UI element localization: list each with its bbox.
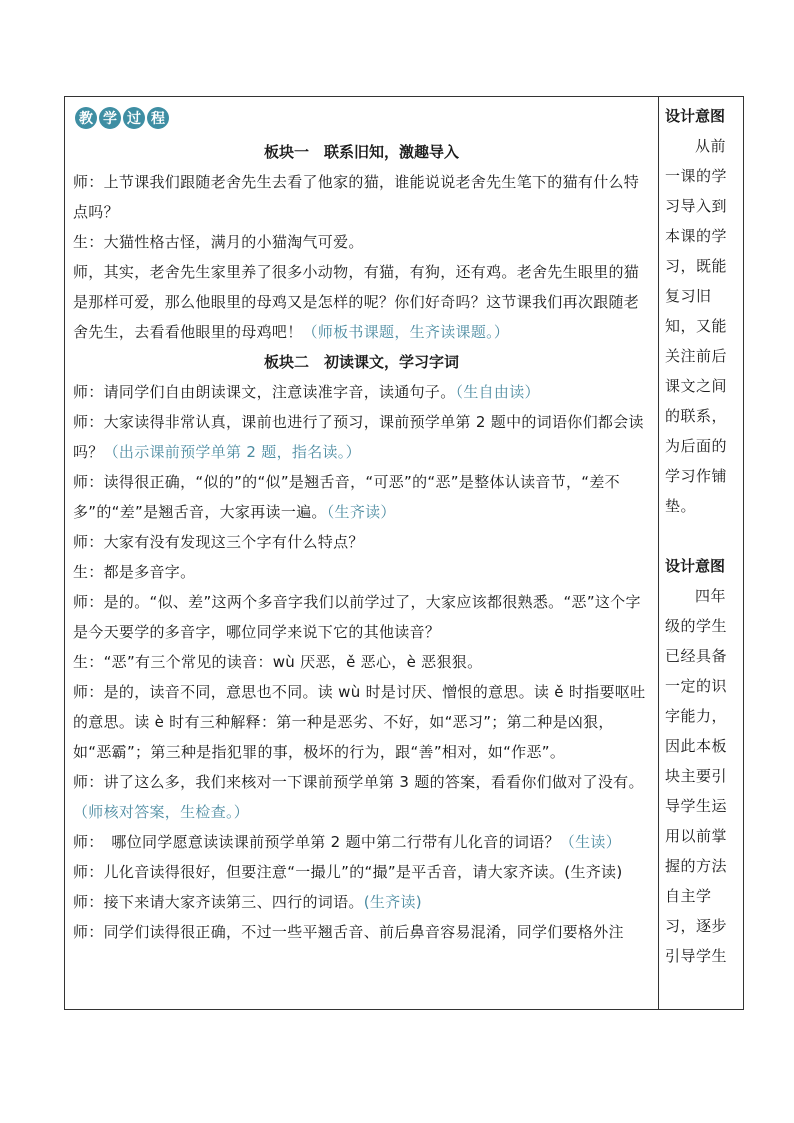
teacher-note: （师板书课题，生齐读课题。） xyxy=(302,323,510,341)
dialogue-line: 师：讲了这么多，我们来核对一下课前预学单第 3 题的答案，看看你们做对了没有。（师核对答案，生检查。） xyxy=(73,773,644,821)
dialogue-line: 师：请同学们自由朗读课文，注意读准字音，读通句子。（生自由读） xyxy=(73,383,540,401)
dialogue-line: 师，其实，老舍先生家里养了很多小动物，有猫，有狗，还有鸡。老舍先生眼里的猫是那样可爱，那么他眼里的母鸡又是怎样的呢？你们好奇吗？这节课我们再次跟随老舍先生，去看看他眼里的母鸡吧！（师板书课题，生齐读课题。） xyxy=(73,263,640,341)
teacher-note: （生读） xyxy=(559,833,621,851)
dialogue-line: 师：同学们读得很正确，不过一些平翘舌音、前后鼻音容易混淆，同学们要格外注 xyxy=(73,923,624,941)
teacher-note: （生齐读） xyxy=(326,503,396,521)
teacher-note: (生齐读) xyxy=(363,893,422,911)
lesson-table xyxy=(64,96,744,1010)
dialogue-line: 生：“恶”有三个常见的读音：wù 厌恶，ě 恶心，è 恶狠狠。 xyxy=(73,653,483,671)
block-one-heading: 板块一 联系旧知，激趣导入 xyxy=(263,143,459,161)
design-intent-column xyxy=(659,97,743,1009)
dialogue-line: 师：是的，读音不同，意思也不同。读 wù 时是讨厌、憎恨的意思。读 ě 时指要呕吐的意思。读 è 时有三种解释：第一种是恶劣、不好，如“恶习”；第二种是凶狠，如“恶霸”；第三种是指犯罪的事，极坏的行为，跟“善”相对，如“作恶”。 xyxy=(73,683,646,761)
teaching-process-column xyxy=(65,97,659,1009)
block-two-heading: 板块二 初读课文，学习字词 xyxy=(263,353,459,371)
teaching-process-badge xyxy=(75,107,650,137)
teacher-note: （师核对答案，生检查。） xyxy=(73,803,250,821)
badge-char: 教 xyxy=(75,107,97,129)
dialogue-line: 师： 哪位同学愿意读读课前预学单第 2 题中第二行带有儿化音的词语？（生读） xyxy=(73,833,621,851)
design-intent-text: 从前一课的学习导入到本课的学习，既能复习旧知，又能关注前后课文之间的联系，为后面的学习作铺垫。 xyxy=(665,137,728,515)
design-intent-title: 设计意图 xyxy=(665,107,726,125)
badge-char: 程 xyxy=(147,107,169,129)
teacher-note: （出示课前预学单第 2 题，指名读。） xyxy=(103,443,361,461)
teacher-note: （生自由读） xyxy=(455,383,540,401)
dialogue-line: 师：上节课我们跟随老舍先生去看了他家的猫，谁能说说老舍先生笔下的猫有什么特点吗？ xyxy=(73,173,640,221)
dialogue-line: 师：是的。“似、差”这两个多音字我们以前学过了，大家应该都很熟悉。“恶”这个字是今天要学的多音字，哪位同学来说下它的其他读音？ xyxy=(73,593,641,641)
dialogue-line: 师：大家有没有发现这三个字有什么特点？ xyxy=(73,533,364,551)
badge-char: 学 xyxy=(99,107,121,129)
dialogue-line: 师：读得很正确，“似的”的“似”是翘舌音，“可恶”的“恶”是整体认读音节，“差不多”的“差”是翘舌音，大家再读一遍。（生齐读） xyxy=(73,473,620,521)
badge-char: 过 xyxy=(123,107,145,129)
design-intent-text: 四年级的学生已经具备一定的识字能力，因此本板块主要引导学生运用以前掌握的方法自主学习，逐步引导学生 xyxy=(665,587,728,965)
spacer xyxy=(665,521,739,551)
design-intent-title: 设计意图 xyxy=(665,557,726,575)
dialogue-line: 师：儿化音读得很好，但要注意“一撮儿”的“撮”是平舌音，请大家齐读。(生齐读) xyxy=(73,863,623,881)
dialogue-line: 师：大家读得非常认真，课前也进行了预习，课前预学单第 2 题中的词语你们都会读吗？（出示课前预学单第 2 题，指名读。） xyxy=(73,413,644,461)
dialogue-line: 师：接下来请大家齐读第三、四行的词语。(生齐读) xyxy=(73,893,422,911)
dialogue-line: 生：都是多音字。 xyxy=(73,563,196,581)
dialogue-line: 生：大猫性格古怪，满月的小猫淘气可爱。 xyxy=(73,233,364,251)
